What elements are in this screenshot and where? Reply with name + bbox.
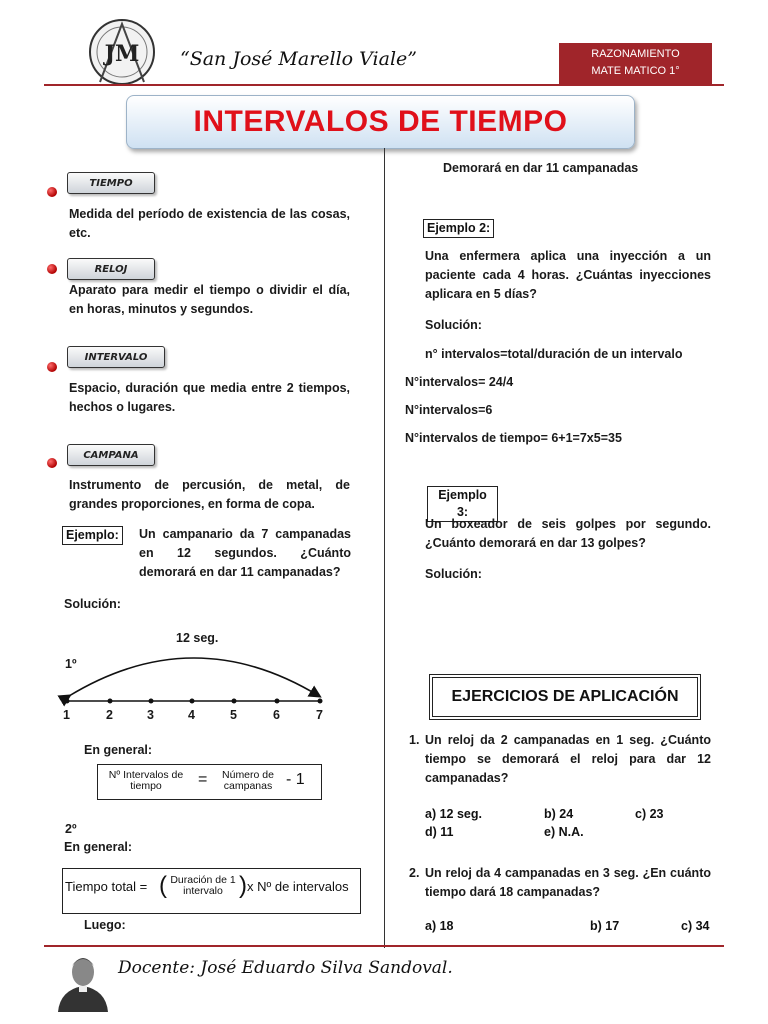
example-3-label: Ejemplo 3: — [427, 486, 498, 522]
option: c) 23 — [635, 807, 664, 821]
step-1-label: 1º — [65, 657, 77, 671]
question-1-text: Un reloj da 2 campanadas en 1 seg. ¿Cuánto tiempo se demorará el reloj para dar 12 campanadas? — [425, 733, 711, 785]
tag-reloj: RELOJ — [67, 258, 155, 280]
svg-text:JM: JM — [104, 41, 140, 67]
tick-point — [232, 699, 237, 704]
tag-intervalo: INTERVALO — [67, 346, 165, 368]
tick-label: 7 — [316, 708, 323, 722]
teacher-name: Docente: José Eduardo Silva Sandoval. — [118, 958, 453, 978]
bullet-dot — [47, 362, 57, 372]
tick-point — [65, 699, 70, 704]
option: a) 18 — [425, 919, 454, 933]
formula-2-left: Tiempo total = — [65, 879, 148, 894]
tick-label: 2 — [106, 708, 113, 722]
option: b) 17 — [590, 919, 620, 933]
formula-1-eq: = — [198, 771, 208, 788]
continued-text: Demorará en dar 11 campanadas — [443, 161, 639, 175]
example-3-text: Un boxeador de seis golpes por segundo. ¿Cuánto demorará en dar 13 golpes? — [425, 517, 711, 550]
column-divider — [384, 148, 385, 948]
course-line-1: RAZONAMIENTO — [591, 48, 680, 60]
example-text: Un campanario da 7 campanadas en 12 segundos. ¿Cuánto demorará en dar 11 campanadas? — [139, 527, 351, 579]
solution-label: Solución: — [64, 597, 121, 611]
question-1-number: 1. — [409, 733, 420, 747]
example-label: Ejemplo: — [62, 526, 123, 545]
formula-1-minus: - 1 — [286, 771, 305, 788]
tick-label: 6 — [273, 708, 280, 722]
question-2-number: 2. — [409, 866, 420, 880]
tick-label: 3 — [147, 708, 154, 722]
bullet-dot — [47, 264, 57, 274]
school-logo — [86, 16, 158, 88]
tick-label: 4 — [188, 708, 195, 722]
solution-line-4: N°intervalos de tiempo= 6+1=7x5=35 — [405, 431, 622, 445]
solution-line-2: N°intervalos= 24/4 — [405, 375, 514, 389]
option: b) 24 — [544, 807, 574, 821]
general-label-2: En general: — [64, 840, 133, 854]
formula-1-left: Nº Intervalos de tiempo — [108, 769, 184, 792]
definition-text: Medida del período de existencia de las cosas, etc. — [69, 207, 350, 240]
formula-2-paren: ( — [159, 872, 167, 899]
school-name: “San José Marello Viale” — [180, 48, 417, 70]
formula-box-2 — [62, 868, 361, 914]
course-line-2: MATE MATICO 1° — [591, 65, 680, 77]
definition-text: Aparato para medir el tiempo o dividir el día, en horas, minutos y segundos. — [69, 283, 350, 316]
bullet-dot — [47, 458, 57, 468]
tick-point — [275, 699, 280, 704]
formula-2-fraction — [166, 875, 240, 897]
interval-diagram — [55, 640, 335, 730]
formula-2-paren-close: ) — [239, 872, 247, 899]
option: a) 12 seg. — [425, 807, 482, 821]
solution-label-2: Solución: — [425, 318, 482, 332]
option: c) 34 — [681, 919, 710, 933]
teacher-portrait — [56, 950, 110, 1012]
course-badge — [559, 43, 712, 85]
arc-arrow — [69, 658, 319, 696]
footer-rule — [44, 945, 724, 947]
example-2-label: Ejemplo 2: — [423, 219, 494, 238]
example-2-text: Una enfermera aplica una inyección a un paciente cada 4 horas. ¿Cuántas inyecciones aplicara en 5 días? — [425, 249, 711, 301]
general-label: En general: — [84, 743, 153, 757]
option: d) 11 — [425, 825, 454, 839]
question-2-text: Un reloj da 4 campanadas en 3 seg. ¿En cuánto tiempo dará 18 campanadas? — [425, 866, 711, 899]
tick-point — [149, 699, 154, 704]
formula-box-1 — [97, 764, 322, 800]
luego-label: Luego: — [84, 918, 126, 932]
formula-2-den: intervalo — [183, 885, 223, 897]
solution-line-3: N°intervalos=6 — [405, 403, 493, 417]
option: e) N.A. — [544, 825, 584, 839]
step-2-label: 2º — [65, 822, 77, 836]
formula-1-right: Número de campanas — [222, 769, 274, 792]
solution-label-3: Solución: — [425, 567, 482, 581]
arc-label: 12 seg. — [176, 631, 219, 645]
page-title-text: INTERVALOS DE TIEMPO — [193, 105, 568, 138]
tag-campana: CAMPANA — [67, 444, 155, 466]
header-rule — [44, 84, 724, 86]
definition-text: Espacio, duración que media entre 2 tiempos, hechos o lugares. — [69, 381, 350, 414]
formula-2-right: x Nº de intervalos — [247, 879, 349, 894]
exercises-title: EJERCICIOS DE APLICACIÓN — [432, 677, 698, 717]
tick-label: 1 — [63, 708, 70, 722]
tick-label: 5 — [230, 708, 237, 722]
page-title — [126, 95, 635, 149]
tag-tiempo: TIEMPO — [67, 172, 155, 194]
tick-point — [190, 699, 195, 704]
bullet-dot — [47, 187, 57, 197]
tick-point — [108, 699, 113, 704]
formula-2-num: Duración de 1 — [170, 874, 236, 886]
tick-point — [318, 699, 323, 704]
solution-line-1: n° intervalos=total/duración de un intervalo — [425, 347, 683, 361]
definition-text: Instrumento de percusión, de metal, de grandes proporciones, en forma de copa. — [69, 478, 350, 511]
